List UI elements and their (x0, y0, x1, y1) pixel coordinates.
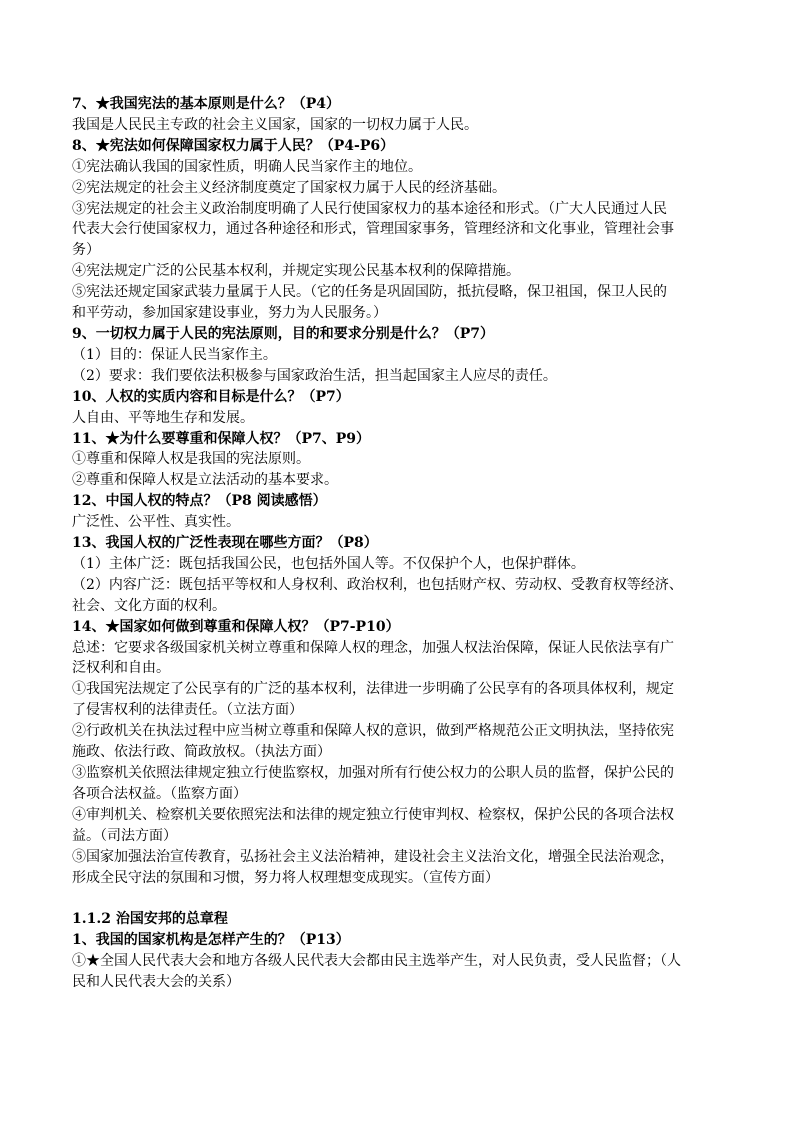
answer-line: ②尊重和保障人权是立法活动的基本要求。 (72, 472, 338, 489)
answer-line: 施政、依法行政、简政放权。（执法方面） (72, 744, 331, 761)
answer-line: （1）目的：保证人民当家作主。 (72, 346, 277, 363)
answer-line: （1）主体广泛：既包括我国公民，也包括外国人等。不仅保护个人，也保护群体。 (72, 555, 585, 572)
answer-line: ①我国宪法规定了公民享有的广泛的基本权利，法律进一步明确了公民享有的各项具体权利，规定 (72, 681, 674, 698)
answer-line: ①尊重和保障人权是我国的宪法原则。 (72, 451, 310, 468)
answer-line: ③监察机关依照法律规定独立行使监察权，加强对所有行使公权力的公职人员的监督，保护公民的 (72, 765, 674, 781)
answer-line: ④审判机关、检察机关要依照宪法和法律的规定独立行使审判权、检察权，保护公民的各项合法权 (72, 806, 674, 823)
answer-line: ②宪法规定的社会主义经济制度奠定了国家权力属于人民的经济基础。 (72, 179, 506, 196)
answer-line: （2）内容广泛：既包括平等权和人身权利、政治权利，也包括财产权、劳动权、受教育权等经济、 (72, 576, 683, 593)
answer-line: 总述：它要求各级国家机关树立尊重和保障人权的理念，加强人权法治保障，保证人民依法享有广 (72, 639, 674, 656)
answer-line: ②行政机关在执法过程中应当树立尊重和保障人权的意识，做到严格规范公正文明执法，坚持依宪 (72, 723, 674, 740)
answer-line: 社会、文化方面的权利。 (72, 597, 226, 614)
answer-line: 和平劳动，参加国家建设事业，努力为人民服务。） (72, 305, 387, 322)
answer-line: （2）要求：我们要依法积极参与国家政治生活，担当起国家主人应尽的责任。 (72, 367, 557, 384)
question-heading: 1、我国的国家机构是怎样产生的？（P13） (72, 932, 350, 949)
answer-line: 广泛性、公平性、真实性。 (72, 514, 240, 531)
answer-line: ⑤宪法还规定国家武装力量属于人民。（它的任务是巩固国防，抵抗侵略，保卫祖国，保卫人民的 (72, 284, 667, 301)
document-body (72, 94, 732, 993)
question-heading: 8、★宪法如何保障国家权力属于人民？（P4-P6） (72, 137, 395, 154)
answer-line: 我国是人民民主专政的社会主义国家，国家的一切权力属于人民。 (72, 116, 478, 133)
question-heading: 1.1.2 治国安邦的总章程 (72, 911, 228, 928)
answer-line: 益。（司法方面） (72, 827, 177, 844)
question-heading: 11、★为什么要尊重和保障人权？（P7、P9） (72, 430, 371, 447)
answer-line: 务） (72, 242, 100, 259)
question-heading: 9、一切权力属于人民的宪法原则，目的和要求分别是什么？（P7） (72, 325, 495, 342)
question-heading: 13、我国人权的广泛性表现在哪些方面？（P8） (72, 535, 378, 552)
question-heading: 7、★我国宪法的基本原则是什么？（P4） (72, 96, 341, 112)
answer-line: 了侵害权利的法律责任。（立法方面） (72, 702, 303, 719)
answer-line: 代表大会行使国家权力，通过各种途径和形式，管理国家事务，管理经济和文化事业，管理社会事 (72, 221, 674, 238)
answer-line: ①宪法确认我国的国家性质，明确人民当家作主的地位。 (72, 158, 422, 175)
answer-line: ③宪法规定的社会主义政治制度明确了人民行使国家权力的基本途径和形式。（广大人民通过人民 (72, 200, 667, 217)
question-heading: 10、人权的实质内容和目标是什么？（P7） (72, 388, 350, 405)
answer-line: 民和人民代表大会的关系） (72, 974, 240, 991)
question-heading: 14、★国家如何做到尊重和保障人权？（P7-P10） (72, 618, 400, 635)
answer-line: ⑤国家加强法治宣传教育，弘扬社会主义法治精神，建设社会主义法治文化，增强全民法治观念， (72, 848, 674, 865)
answer-line: 泛权利和自由。 (72, 660, 170, 677)
answer-line: 人自由、平等地生存和发展。 (72, 409, 254, 426)
answer-line: 各项合法权益。（监察方面） (72, 785, 247, 802)
answer-line: ①★全国人民代表大会和地方各级人民代表大会都由民主选举产生，对人民负责，受人民监督；（人 (72, 953, 681, 970)
question-heading: 12、中国人权的特点？（P8 阅读感悟） (72, 493, 327, 510)
answer-line: ④宪法规定广泛的公民基本权利，并规定实现公民基本权利的保障措施。 (72, 263, 520, 280)
answer-line: 形成全民守法的氛围和习惯，努力将人权理想变成现实。（宣传方面） (72, 869, 499, 886)
blank-line (72, 888, 732, 909)
